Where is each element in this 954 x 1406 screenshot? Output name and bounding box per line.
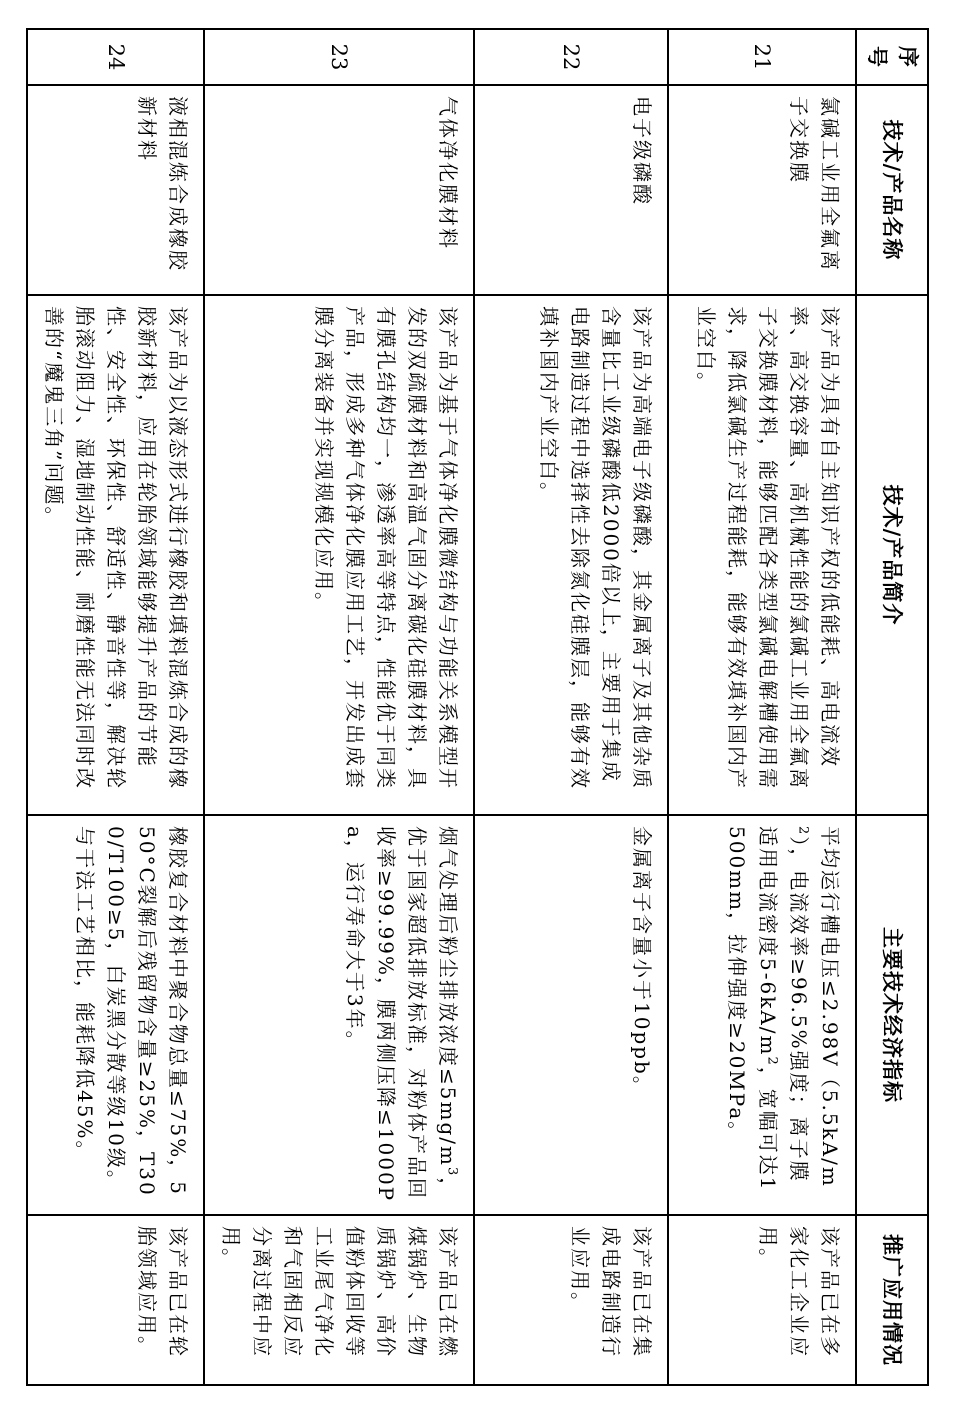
- metrics-text-a: 平均运行槽电压≤2.98V（5.5kA/m: [818, 826, 842, 1188]
- row-application: 该产品已在多家化工企业应用。: [668, 1215, 856, 1385]
- row-num: 23: [204, 29, 474, 85]
- row-metrics: 金属离子含量小于10ppb。: [474, 815, 668, 1215]
- metrics-superscript: 2: [795, 826, 811, 837]
- row-intro: 该产品为具有自主知识产权的低能耗、高电流效率、高交换容量、高机械性能的氯碱工业用全氟离子交换膜材料，能够匹配各类型氯碱电解槽使用需求，降低氯碱生产过程能耗，能够有效填补国内产业空白。: [668, 295, 856, 815]
- row-intro: 该产品为以液态形式进行橡胶和填料混炼合成的橡胶新材料，应用在轮胎领域能够提升产品的节能性、安全性、环保性、舒适性、静音性等，解决轮胎滚动阻力、湿地制动性能、耐磨性能无法同时改善的“魔鬼三角”问题。: [27, 295, 204, 815]
- row-intro: 该产品为高端电子级磷酸，其金属离子及其他杂质含量比工业级磷酸低2000倍以上，主要用于集成电路制造过程中选择性去除氮化硅膜层，能够有效填补国内产业空白。: [474, 295, 668, 815]
- metrics-superscript: 2: [764, 1056, 780, 1067]
- header-application: 推广应用情况: [856, 1215, 928, 1385]
- row-metrics: [668, 815, 856, 1215]
- row-name: 电子级磷酸: [474, 85, 668, 295]
- table-row: [474, 29, 668, 1385]
- rotated-table-container: [29, 28, 929, 1384]
- row-application: 该产品已在轮胎领域应用。: [27, 1215, 204, 1385]
- row-num: 22: [474, 29, 668, 85]
- metrics-text-b: ），电流效率≥96.5%强度；离子膜适用电流密度5-6kA/m: [756, 826, 811, 1183]
- row-num: 21: [668, 29, 856, 85]
- technology-table: [26, 28, 929, 1386]
- header-metrics: 主要技术经济指标: [856, 815, 928, 1215]
- metrics-text-a: 烟气处理后粉尘排放浓度≤5mg/m: [436, 826, 460, 1167]
- row-application: 该产品已在燃煤锅炉、生物质锅炉、高价值粉体回收等工业尾气净化和气固相反应分离过程中应用。: [204, 1215, 474, 1385]
- table-row: [668, 29, 856, 1385]
- table-header-row: [856, 29, 928, 1385]
- table-row: [27, 29, 204, 1385]
- row-intro: 该产品为基于气体净化膜微结构与功能关系模型开发的双疏膜材料和高温气固分离碳化硅膜材料，具有膜孔结构均一，渗透率高等特点，性能优于同类产品，形成多种气体净化膜应用工艺，开发出成套膜分离装备并实现规模化应用。: [204, 295, 474, 815]
- row-name: 氯碱工业用全氟离子交换膜: [668, 85, 856, 295]
- row-num: 24: [27, 29, 204, 85]
- header-name: 技术/产品名称: [856, 85, 928, 295]
- row-metrics: 橡胶复合材料中聚合物总量≤75%，550°C裂解后残留物含量≥25%，T300/T100≥5，白炭黑分散等级10级。与干法工艺相比，能耗降低45%。: [27, 815, 204, 1215]
- table-row: [204, 29, 474, 1385]
- metrics-text-c: ，宽幅可达1500mm，拉伸强度≥20MPa。: [725, 826, 780, 1192]
- row-metrics: [204, 815, 474, 1215]
- header-intro: 技术/产品简介: [856, 295, 928, 815]
- row-name: 气体净化膜材料: [204, 85, 474, 295]
- header-num: 序号: [856, 29, 928, 85]
- metrics-superscript: 3: [444, 1166, 460, 1178]
- row-name: 液相混炼合成橡胶新材料: [27, 85, 204, 295]
- row-application: 该产品已在集成电路制造行业应用。: [474, 1215, 668, 1385]
- metrics-text-b: ，优于国家超低排放标准，对粉体产品回收率≥99.99%，膜两侧压降≤1000Pa，运行寿命大于3年。: [343, 826, 460, 1203]
